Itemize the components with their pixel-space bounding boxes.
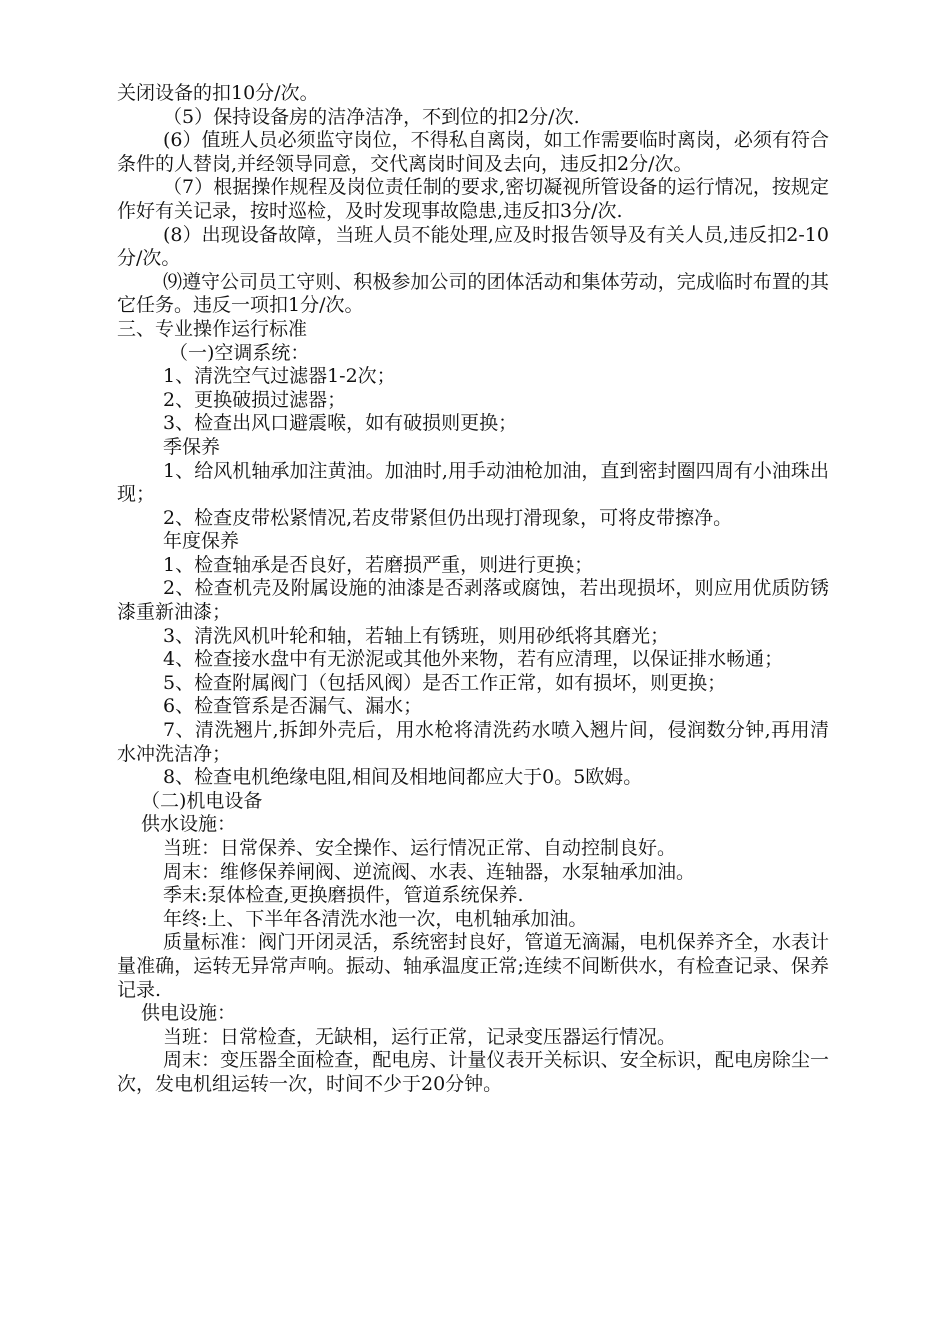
paragraph-23: 8、检查电机绝缘电阻,相间及相地间都应大于0。5欧姆。 <box>163 766 643 789</box>
paragraph-29: 年终:上、下半年各清洗水池一次，电机轴承加油。 <box>163 907 588 930</box>
paragraph-13: 1、给风机轴承加注黄油。加油时,用手动油枪加油，直到密封圈四周有小油珠出现； <box>117 459 829 506</box>
paragraph-18: 3、清洗风机叶轮和轴，若轴上有锈班，则用砂纸将其磨光； <box>163 624 670 647</box>
paragraph-15: 年度保养 <box>163 530 240 553</box>
document-body <box>117 82 829 1097</box>
paragraph-10: 2、更换破损过滤器； <box>163 388 347 411</box>
paragraph-27: 周末：维修保养闸阀、逆流阀、水表、连轴器，水泵轴承加油。 <box>163 860 696 883</box>
paragraph-6: ⑼遵守公司员工守则、积极参加公司的团体活动和集体劳动，完成临时布置的其它任务。违反一项扣1分/次。 <box>117 270 829 317</box>
paragraph-2: （5）保持设备房的洁净洁净，不到位的扣2分/次. <box>163 105 580 128</box>
subsection-heading-2: （二)机电设备 <box>141 789 263 812</box>
paragraph-26: 当班：日常保养、安全操作、运行情况正常、自动控制良好。 <box>163 837 677 859</box>
subsection-heading-1: （一)空调系统： <box>169 341 310 364</box>
paragraph-1: 关闭设备的扣10分/次。 <box>117 82 319 104</box>
paragraph-21: 6、检查管系是否漏气、漏水； <box>163 695 423 718</box>
paragraph-14: 2、检查皮带松紧情况,若皮带紧但仍出现打滑现象，可将皮带擦净。 <box>163 506 733 529</box>
paragraph-4: （7）根据操作规程及岗位责任制的要求,密切凝视所管设备的运行情况，按规定作好有关记录，按时巡检，及时发现事故隐患,违反扣3分/次. <box>117 176 829 222</box>
paragraph-25: 供水设施： <box>141 813 237 836</box>
paragraph-5: (8）出现设备故障，当班人员不能处理,应及时报告领导及有关人员,违反扣2-10分/次。 <box>117 223 829 270</box>
paragraph-28: 季末:泵体检查,更换磨损件，管道系统保养. <box>163 884 524 907</box>
paragraph-16: 1、检查轴承是否良好，若磨损严重，则进行更换； <box>163 553 594 576</box>
paragraph-12: 季保养 <box>163 435 221 458</box>
section-heading: 三、专业操作运行标准 <box>117 317 308 340</box>
paragraph-33: 周末：变压器全面检查，配电房、计量仪表开关标识、安全标识，配电房除尘一次，发电机组运转一次，时间不少于20分钟。 <box>117 1049 829 1095</box>
paragraph-20: 5、检查附属阀门（包括风阀）是否工作正常，如有损坏，则更换； <box>163 671 727 694</box>
paragraph-31: 供电设施： <box>141 1002 237 1025</box>
paragraph-9: 1、清洗空气过滤器1-2次； <box>163 365 396 388</box>
paragraph-19: 4、检查接水盘中有无淤泥或其他外来物，若有应清理，以保证排水畅通； <box>163 648 784 671</box>
paragraph-3: (6）值班人员必须监守岗位，不得私自离岗，如工作需要临时离岗，必须有符合条件的人替岗,并经领导同意，交代离岗时间及去向，违反扣2分/次。 <box>117 129 829 175</box>
paragraph-17: 2、检查机壳及附属设施的油漆是否剥落或腐蚀，若出现损坏，则应用优质防锈漆重新油漆； <box>117 577 829 624</box>
paragraph-22: 7、清洗翘片,拆卸外壳后，用水枪将清洗药水喷入翘片间，侵润数分钟,再用清水冲洗洁净； <box>117 719 829 765</box>
paragraph-30: 质量标准：阀门开闭灵活，系统密封良好，管道无滴漏，电机保养齐全，水表计量准确，运转无异常声响。振动、轴承温度正常;连续不间断供水，有检查记录、保养记录. <box>117 931 829 1001</box>
paragraph-11: 3、检查出风口避震喉，如有破损则更换； <box>163 412 518 435</box>
paragraph-32: 当班：日常检查，无缺相，运行正常，记录变压器运行情况。 <box>163 1025 677 1048</box>
